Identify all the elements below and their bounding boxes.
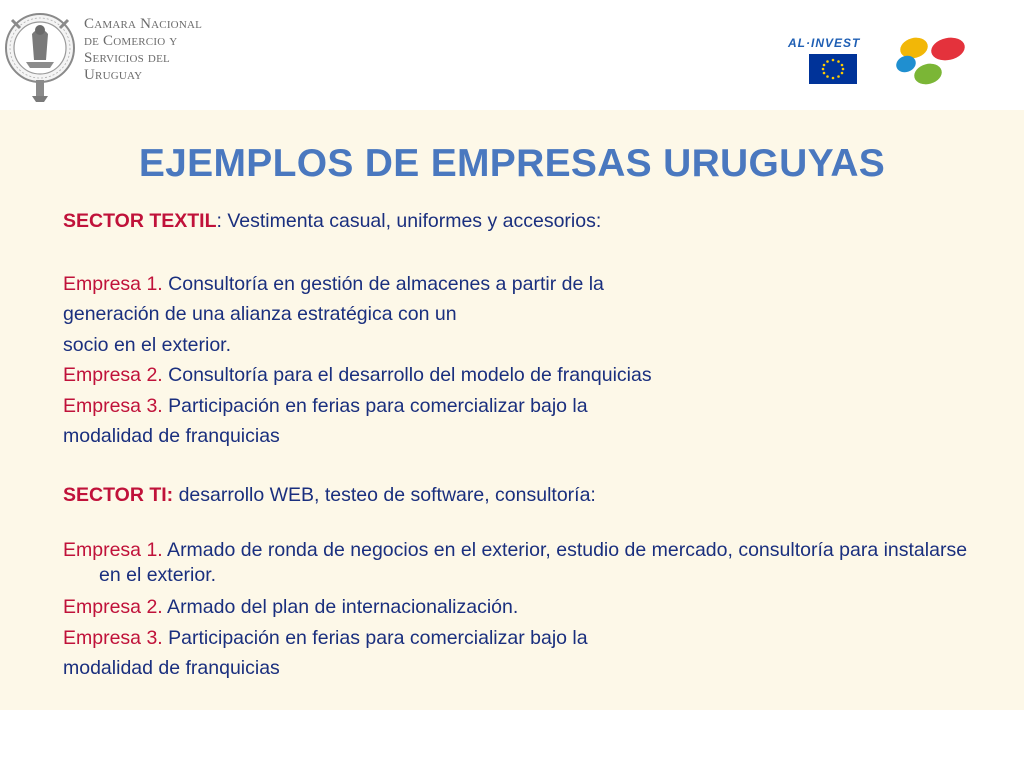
empresa-label: Empresa 3. xyxy=(63,394,163,417)
org-name-line: Servicios del xyxy=(84,50,170,66)
spacer xyxy=(63,510,983,538)
list-item xyxy=(63,592,983,623)
empresa-label: Empresa 3. xyxy=(63,626,163,649)
list-item xyxy=(63,360,983,391)
empresa-text: Armado del plan de internacionalización. xyxy=(162,596,519,618)
sector-label: SECTOR TI: xyxy=(63,483,174,506)
empresa-text: Participación en ferias para comercializar bajo la xyxy=(162,394,588,417)
page-title: EJEMPLOS DE EMPRESAS URUGUYAS xyxy=(138,142,886,185)
slide-content xyxy=(63,206,983,684)
list-item xyxy=(63,391,983,422)
list-item xyxy=(63,269,983,300)
org-name-line: Uruguay xyxy=(84,67,143,83)
colored-dots-logo-icon xyxy=(892,32,972,92)
list-item-continuation: socio en el exterior. xyxy=(63,333,232,356)
empresa-text: Armado de ronda de negocios en el exterior, estudio de mercado, consultoría para instalarse en el exterior. xyxy=(99,539,968,586)
spacer xyxy=(63,452,983,480)
sector-label: SECTOR TEXTIL xyxy=(63,210,217,232)
chamber-of-commerce-seal-icon xyxy=(2,0,80,104)
empresa-text: Consultoría para el desarrollo del modelo de franquicias xyxy=(162,364,652,386)
list-item xyxy=(63,623,983,654)
list-item-continuation: generación de una alianza estratégica con un xyxy=(63,303,457,325)
al-invest-label: AL·INVEST xyxy=(788,36,861,50)
al-invest-logo xyxy=(788,36,884,86)
sector-textil-heading xyxy=(63,206,983,237)
list-item xyxy=(63,538,983,588)
spacer xyxy=(63,237,983,269)
sector-ti-heading xyxy=(63,480,983,511)
organization-name xyxy=(84,16,202,84)
empresa-text: Consultoría en gestión de almacenes a partir de la xyxy=(162,272,604,295)
empresa-label: Empresa 2. xyxy=(63,364,163,386)
list-item-continuation: modalidad de franquicias xyxy=(63,657,280,679)
org-name-line: Camara Nacional xyxy=(84,16,203,32)
org-name-line: de Comercio y xyxy=(84,33,178,49)
header xyxy=(0,0,1024,110)
list-item-continuation: modalidad de franquicias xyxy=(63,425,280,447)
empresa-label: Empresa 1. xyxy=(63,272,163,295)
eu-flag-icon xyxy=(809,54,857,84)
empresa-text: Participación en ferias para comercializar bajo la xyxy=(162,626,588,649)
sector-description: desarrollo WEB, testeo de software, consultoría: xyxy=(173,483,596,506)
sector-description: : Vestimenta casual, uniformes y accesorios: xyxy=(216,210,602,232)
empresa-label: Empresa 2. xyxy=(63,596,163,618)
empresa-label: Empresa 1. xyxy=(63,539,163,561)
